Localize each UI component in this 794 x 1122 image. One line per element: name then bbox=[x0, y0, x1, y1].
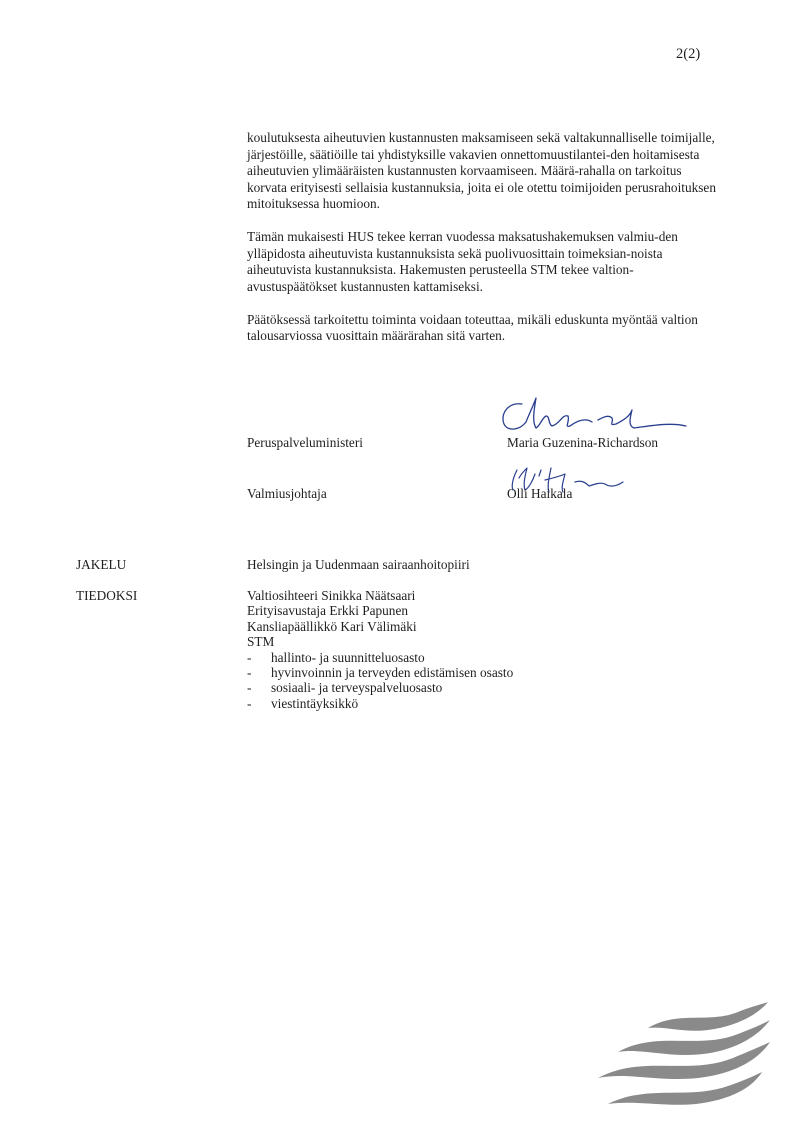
cc-recipient: Kansliapäällikkö Kari Välimäki bbox=[247, 618, 417, 634]
dash-bullet: - bbox=[247, 680, 252, 696]
cc-recipient: Valtiosihteeri Sinikka Näätsaari bbox=[247, 588, 416, 603]
department-label: hyvinvoinnin ja terveyden edistämisen osasto bbox=[271, 665, 514, 681]
department-label: viestintäyksikkö bbox=[271, 695, 359, 711]
signature-title-minister: Peruspalveluministeri bbox=[247, 435, 363, 450]
page-number: 2(2) bbox=[676, 46, 701, 62]
cc-list bbox=[247, 588, 513, 711]
body-text bbox=[247, 130, 719, 361]
signature-name-director: Olli Haikala bbox=[507, 486, 573, 501]
department-item bbox=[247, 680, 513, 695]
cc-recipient: Erityisavustaja Erkki Papunen bbox=[247, 603, 409, 619]
paragraph-2: Tämän mukaisesti HUS tekee kerran vuodessa maksatushakemuksen valmiu-den ylläpidosta aiheutuvista kustannuksista sekä puolivuosittain toimeksian-noista aiheutuvista kustannuksista. Hakemusten perusteella STM tekee valtion-avustuspäätökset kustannusten kattamiseksi. bbox=[247, 229, 678, 294]
dash-bullet: - bbox=[247, 695, 252, 711]
department-label: hallinto- ja suunnitteluosasto bbox=[271, 649, 425, 665]
wave-logo-icon bbox=[588, 1000, 778, 1110]
department-label: sosiaali- ja terveyspalveluosasto bbox=[271, 680, 443, 696]
department-item bbox=[247, 665, 513, 680]
cc-label: TIEDOKSI bbox=[76, 588, 138, 603]
signature-title-director: Valmiusjohtaja bbox=[247, 486, 327, 501]
department-item bbox=[247, 696, 513, 711]
distribution-recipient: Helsingin ja Uudenmaan sairaanhoitopiiri bbox=[247, 557, 470, 572]
paragraph-1: koulutuksesta aiheutuvien kustannusten maksamiseen sekä valtakunnalliselle toimijalle, järjestöille, säätiöille tai yhdistyksille vakavien onnettomuustilantei-den hoitamisesta aiheutuvien ylimääräisten kustannusten korvaamiseen. Määrä-rahalla on tarkoitus korvata erityisesti sellaisia kustannuksia, joita ei ole otettu toimijoiden perusrahoituksen mitoituksessa huomioon. bbox=[247, 130, 716, 211]
cc-recipient: STM bbox=[247, 634, 275, 650]
distribution-label: JAKELU bbox=[76, 557, 127, 572]
dash-bullet: - bbox=[247, 649, 252, 665]
department-item bbox=[247, 650, 513, 665]
signature-name-minister: Maria Guzenina-Richardson bbox=[507, 435, 659, 450]
paragraph-3: Päätöksessä tarkoitettu toiminta voidaan toteuttaa, mikäli eduskunta myöntää valtion talousarviossa vuosittain määrärahan sitä varten. bbox=[247, 311, 698, 343]
dash-bullet: - bbox=[247, 665, 252, 681]
